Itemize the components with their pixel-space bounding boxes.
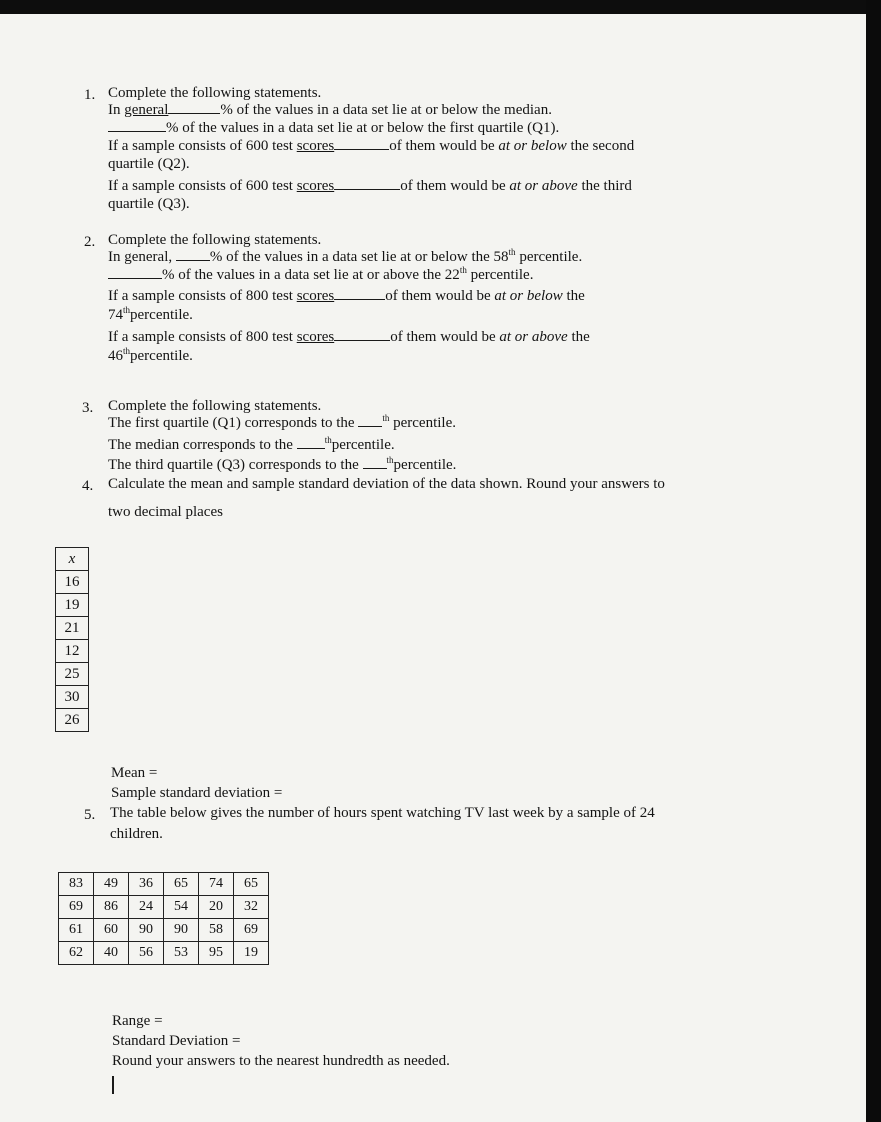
q3-statement-3: The third quartile (Q3) corresponds to the $^{th}$percentile. <box>108 455 457 473</box>
q4-table-cell: 26 <box>56 709 89 732</box>
q3-prompt: Complete the following statements. <box>108 398 322 414</box>
q4-mean-label: Mean = <box>111 765 158 781</box>
q5-table-cell: 49 <box>94 873 129 896</box>
q5-data-table <box>58 872 269 965</box>
q4-prompt-line-2: two decimal places <box>108 504 223 520</box>
q4-table-cell: 21 <box>56 617 89 640</box>
q5-table-cell: 32 <box>234 896 269 919</box>
q2-blank-2[interactable] <box>108 268 162 279</box>
q4-table-cell: 12 <box>56 640 89 663</box>
top-shadow <box>0 0 881 14</box>
q1-statement-4: If a sample consists of 600 test scores of them would be at or above the third <box>108 178 632 194</box>
q3-statement-1: The first quartile (Q1) corresponds to the $^{th}$ percentile. <box>108 413 456 431</box>
q5-table-cell: 65 <box>234 873 269 896</box>
q4-table-header: x <box>56 548 89 571</box>
q5-table-cell: 90 <box>164 919 199 942</box>
q3-number: 3. <box>82 400 94 416</box>
q3-blank-2[interactable] <box>297 438 325 449</box>
q2-blank-4[interactable] <box>334 330 390 341</box>
q2-statement-4-cont: 46thpercentile. <box>108 346 193 364</box>
q2-statement-3: If a sample consists of 800 test scores of them would be at or below the <box>108 288 585 304</box>
q1-statement-3: If a sample consists of 600 test scores of them would be at or below the second <box>108 138 635 154</box>
q5-table-cell: 54 <box>164 896 199 919</box>
q5-prompt-line-1: The table below gives the number of hours spent watching TV last week by a sample of 24 <box>110 805 655 821</box>
q5-table-cell: 69 <box>59 896 94 919</box>
q2-number: 2. <box>84 234 96 250</box>
right-shadow <box>866 0 881 1122</box>
q3-blank-1[interactable] <box>358 416 382 427</box>
q5-table-cell: 69 <box>234 919 269 942</box>
q5-table-cell: 19 <box>234 942 269 965</box>
q1-blank-3[interactable] <box>334 139 389 150</box>
q5-sd-label: Standard Deviation = <box>112 1033 241 1049</box>
q4-table-cell: 19 <box>56 594 89 617</box>
q2-prompt: Complete the following statements. <box>108 232 322 248</box>
q4-table-cell: 30 <box>56 686 89 709</box>
q2-statement-4: If a sample consists of 800 test scores of them would be at or above the <box>108 329 590 345</box>
q1-statement-2: % of the values in a data set lie at or below the first quartile (Q1). <box>108 119 559 137</box>
q1-statement-1: In general % of the values in a data set lie at or below the median. <box>108 102 552 118</box>
q1-number: 1. <box>84 87 96 103</box>
q5-range-label: Range = <box>112 1013 163 1029</box>
q5-table-cell: 40 <box>94 942 129 965</box>
q5-table-cell: 65 <box>164 873 199 896</box>
q5-table-cell: 83 <box>59 873 94 896</box>
q5-table-cell: 95 <box>199 942 234 965</box>
q2-statement-2: % of the values in a data set lie at or above the 22th percentile. <box>108 266 533 284</box>
q5-table-cell: 36 <box>129 873 164 896</box>
q1-statement-3-cont: quartile (Q2). <box>108 156 190 172</box>
q3-blank-3[interactable] <box>363 458 387 469</box>
q5-round-note: Round your answers to the nearest hundredth as needed. <box>112 1053 450 1069</box>
q1-prompt: Complete the following statements. <box>108 85 322 101</box>
q1-blank-4[interactable] <box>334 179 400 190</box>
q4-prompt-line-1: Calculate the mean and sample standard deviation of the data shown. Round your answers to <box>108 476 665 492</box>
q2-blank-1[interactable] <box>176 250 210 261</box>
q3-statement-2: The median corresponds to the $^{th}$percentile. <box>108 435 395 453</box>
q4-data-table <box>55 547 89 732</box>
q1-blank-2[interactable] <box>108 121 166 132</box>
q5-number: 5. <box>84 807 96 823</box>
q5-table-cell: 86 <box>94 896 129 919</box>
q5-table-cell: 62 <box>59 942 94 965</box>
q5-table-cell: 74 <box>199 873 234 896</box>
q4-number: 4. <box>82 478 94 494</box>
q4-sd-label: Sample standard deviation = <box>111 785 283 801</box>
q2-blank-3[interactable] <box>334 289 385 300</box>
q5-table-cell: 60 <box>94 919 129 942</box>
q1-statement-4-cont: quartile (Q3). <box>108 196 190 212</box>
q5-table-cell: 56 <box>129 942 164 965</box>
text-cursor[interactable] <box>112 1076 114 1094</box>
q5-table-cell: 58 <box>199 919 234 942</box>
q4-table-cell: 25 <box>56 663 89 686</box>
q5-table-cell: 20 <box>199 896 234 919</box>
q5-table-cell: 53 <box>164 942 199 965</box>
q5-table-cell: 24 <box>129 896 164 919</box>
q2-statement-3-cont: 74thpercentile. <box>108 305 193 323</box>
q4-table-cell: 16 <box>56 571 89 594</box>
q5-table-cell: 61 <box>59 919 94 942</box>
q2-statement-1: In general, % of the values in a data set lie at or below the 58th percentile. <box>108 247 583 265</box>
q5-table-cell: 90 <box>129 919 164 942</box>
q1-blank-1[interactable] <box>168 103 220 114</box>
q5-prompt-line-2: children. <box>110 826 163 842</box>
